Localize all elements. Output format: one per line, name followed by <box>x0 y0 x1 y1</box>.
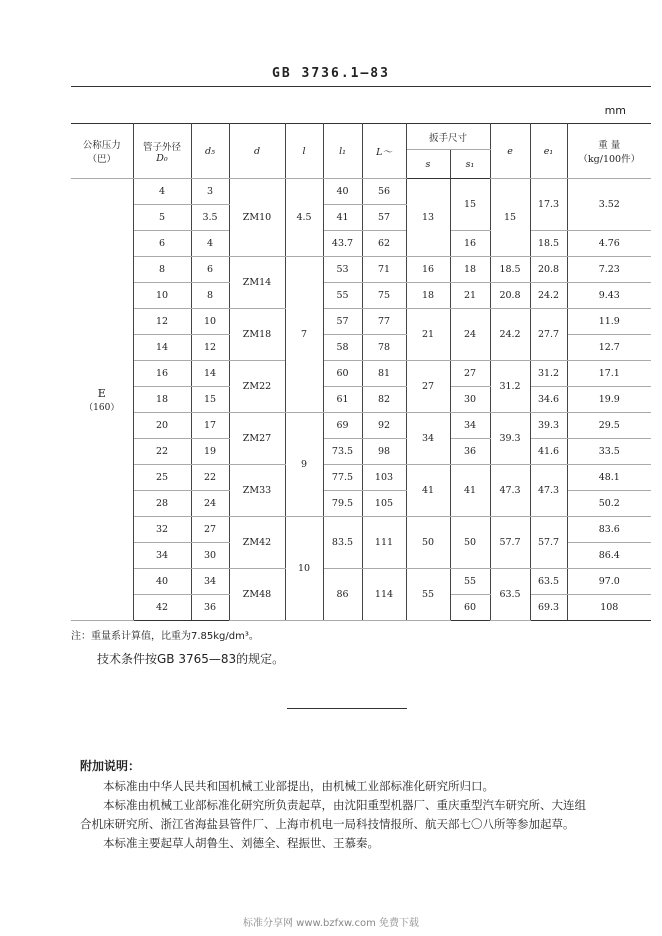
s-cell: 27 <box>406 361 450 413</box>
L-cell: 92 <box>362 413 406 439</box>
d5-cell: 3 <box>191 179 229 205</box>
e-cell: 31.2 <box>490 361 530 413</box>
s-cell: 41 <box>406 465 450 517</box>
s1-cell: 24 <box>450 309 490 361</box>
d5-cell: 22 <box>191 465 229 491</box>
l1-cell: 60 <box>323 361 362 387</box>
l1-cell: 57 <box>323 309 362 335</box>
section-separator <box>287 708 407 709</box>
weight-cell: 29.5 <box>567 413 651 439</box>
d0-cell: 40 <box>133 569 191 595</box>
L-cell: 75 <box>362 283 406 309</box>
e1-cell: 27.7 <box>530 309 567 361</box>
l1-cell: 55 <box>323 283 362 309</box>
L-cell: 71 <box>362 257 406 283</box>
weight-cell: 19.9 <box>567 387 651 413</box>
L-cell: 103 <box>362 465 406 491</box>
e1-cell: 39.3 <box>530 413 567 439</box>
s1-cell: 27 <box>450 361 490 387</box>
e-cell: 18.5 <box>490 257 530 283</box>
l1-cell: 83.5 <box>323 517 362 569</box>
s-cell: 13 <box>406 179 450 257</box>
d5-cell: 36 <box>191 595 229 621</box>
d5-cell: 34 <box>191 569 229 595</box>
d5-cell: 4 <box>191 231 229 257</box>
e-cell: 47.3 <box>490 465 530 517</box>
d0-cell: 22 <box>133 439 191 465</box>
header-L: L～ <box>362 124 406 179</box>
header-l: l <box>285 124 323 179</box>
d0-cell: 18 <box>133 387 191 413</box>
header-d5: d₅ <box>191 124 229 179</box>
d0-cell: 14 <box>133 335 191 361</box>
s-cell: 16 <box>406 257 450 283</box>
header-rule <box>71 86 651 87</box>
l1-cell: 77.5 <box>323 465 362 491</box>
d5-cell: 3.5 <box>191 205 229 231</box>
e1-cell: 47.3 <box>530 465 567 517</box>
header-wrench-size: 扳手尺寸 <box>406 124 490 150</box>
thread-d-cell: ZM48 <box>229 569 285 621</box>
l1-cell: 58 <box>323 335 362 361</box>
s-cell: 18 <box>406 283 450 309</box>
d5-cell: 6 <box>191 257 229 283</box>
e-cell: 24.2 <box>490 309 530 361</box>
d5-cell: 24 <box>191 491 229 517</box>
thread-d-cell: ZM22 <box>229 361 285 413</box>
d5-cell: 12 <box>191 335 229 361</box>
e1-cell: 24.2 <box>530 283 567 309</box>
s-cell: 55 <box>406 569 450 621</box>
e1-cell: 34.6 <box>530 387 567 413</box>
pressure-cell <box>71 179 133 621</box>
header-d: d <box>229 124 285 179</box>
l1-cell: 40 <box>323 179 362 205</box>
e1-cell: 17.3 <box>530 179 567 231</box>
L-cell: 105 <box>362 491 406 517</box>
additional-paragraph: 本标准由机械工业部标准化研究所负责起草，由沈阳重型机器厂、重庆重型汽车研究所、大连组 <box>103 798 586 812</box>
header-pipe-line1: 管子外径 <box>142 141 181 153</box>
e-cell: 15 <box>490 179 530 257</box>
l-cell: 9 <box>285 413 323 517</box>
weight-cell: 86.4 <box>567 543 651 569</box>
header-weight-line2: （kg/100件） <box>578 154 641 165</box>
l1-cell: 61 <box>323 387 362 413</box>
s1-cell: 60 <box>450 595 490 621</box>
d0-cell: 34 <box>133 543 191 569</box>
s1-cell: 55 <box>450 569 490 595</box>
L-cell: 114 <box>362 569 406 621</box>
s1-cell: 21 <box>450 283 490 309</box>
thread-d-cell: ZM10 <box>229 179 285 257</box>
e-cell: 57.7 <box>490 517 530 569</box>
L-cell: 77 <box>362 309 406 335</box>
additional-paragraph: 合机床研究所、浙江省海盐县管件厂、上海市机电一局科技情报所、航天部七〇八所等参加起草。 <box>80 817 575 831</box>
header-e: e <box>490 124 530 179</box>
d0-cell: 42 <box>133 595 191 621</box>
L-cell: 98 <box>362 439 406 465</box>
e-cell: 39.3 <box>490 413 530 465</box>
L-cell: 111 <box>362 517 406 569</box>
d0-cell: 32 <box>133 517 191 543</box>
d5-cell: 10 <box>191 309 229 335</box>
e1-cell: 31.2 <box>530 361 567 387</box>
e1-cell: 41.6 <box>530 439 567 465</box>
s1-cell: 30 <box>450 387 490 413</box>
l1-cell: 79.5 <box>323 491 362 517</box>
weight-cell: 4.76 <box>567 231 651 257</box>
d5-cell: 14 <box>191 361 229 387</box>
standard-number-header: GB 3736.1—83 <box>272 66 390 81</box>
header-l1: l₁ <box>323 124 362 179</box>
e-cell: 20.8 <box>490 283 530 309</box>
e1-cell: 57.7 <box>530 517 567 569</box>
d5-cell: 27 <box>191 517 229 543</box>
s1-cell: 16 <box>450 231 490 257</box>
weight-cell: 7.23 <box>567 257 651 283</box>
header-pressure <box>71 124 133 179</box>
additional-notes-title: 附加说明： <box>80 759 141 773</box>
d0-cell: 10 <box>133 283 191 309</box>
s1-cell: 18 <box>450 257 490 283</box>
L-cell: 82 <box>362 387 406 413</box>
d5-cell: 17 <box>191 413 229 439</box>
thread-d-cell: ZM18 <box>229 309 285 361</box>
s1-cell: 34 <box>450 413 490 439</box>
s1-cell: 36 <box>450 439 490 465</box>
s-cell: 34 <box>406 413 450 465</box>
d0-cell: 8 <box>133 257 191 283</box>
d0-cell: 5 <box>133 205 191 231</box>
weight-cell: 50.2 <box>567 491 651 517</box>
header-pipe-diameter <box>133 124 191 179</box>
s1-cell: 50 <box>450 517 490 569</box>
additional-paragraph: 本标准主要起草人胡鲁生、刘德全、程振世、王慕秦。 <box>103 836 379 850</box>
L-cell: 56 <box>362 179 406 205</box>
watermark-footer: 标准分享网 www.bzfxw.com 免费下载 <box>243 918 419 929</box>
weight-cell: 48.1 <box>567 465 651 491</box>
e1-cell: 69.3 <box>530 595 567 621</box>
additional-notes-body <box>80 777 620 853</box>
header-pressure-line2: （巴） <box>87 154 116 165</box>
d5-cell: 19 <box>191 439 229 465</box>
weight-cell: 11.9 <box>567 309 651 335</box>
e-cell: 63.5 <box>490 569 530 621</box>
s1-cell: 15 <box>450 179 490 231</box>
thread-d-cell: ZM42 <box>229 517 285 569</box>
d0-cell: 6 <box>133 231 191 257</box>
s1-cell: 41 <box>450 465 490 517</box>
table-note: 注：重量系计算值，比重为7.85kg/dm³。 <box>71 631 259 642</box>
weight-cell: 108 <box>567 595 651 621</box>
technical-condition: 技术条件按GB 3765—83的规定。 <box>97 652 285 666</box>
L-cell: 78 <box>362 335 406 361</box>
e1-cell: 20.8 <box>530 257 567 283</box>
d0-cell: 12 <box>133 309 191 335</box>
header-s1: s₁ <box>450 150 490 179</box>
d0-cell: 20 <box>133 413 191 439</box>
thread-d-cell: ZM27 <box>229 413 285 465</box>
l1-cell: 43.7 <box>323 231 362 257</box>
dimension-table <box>71 123 651 621</box>
d0-cell: 16 <box>133 361 191 387</box>
header-s: s <box>406 150 450 179</box>
weight-cell: 33.5 <box>567 439 651 465</box>
weight-cell: 17.1 <box>567 361 651 387</box>
l1-cell: 69 <box>323 413 362 439</box>
weight-cell: 9.43 <box>567 283 651 309</box>
s-cell: 21 <box>406 309 450 361</box>
header-weight-line1: 重 量 <box>598 140 621 151</box>
additional-paragraph: 本标准由中华人民共和国机械工业部提出，由机械工业部标准化研究所归口。 <box>103 779 494 793</box>
l-cell: 10 <box>285 517 323 621</box>
weight-cell: 97.0 <box>567 569 651 595</box>
header-e1: e₁ <box>530 124 567 179</box>
pressure-value: （160） <box>84 402 120 413</box>
weight-cell: 3.52 <box>567 179 651 231</box>
e1-cell: 63.5 <box>530 569 567 595</box>
weight-cell: 12.7 <box>567 335 651 361</box>
d5-cell: 8 <box>191 283 229 309</box>
d0-cell: 28 <box>133 491 191 517</box>
header-weight <box>567 124 651 179</box>
l-cell: 7 <box>285 257 323 413</box>
l1-cell: 73.5 <box>323 439 362 465</box>
L-cell: 62 <box>362 231 406 257</box>
unit-label: mm <box>604 104 626 117</box>
L-cell: 57 <box>362 205 406 231</box>
l1-cell: 41 <box>323 205 362 231</box>
thread-d-cell: ZM14 <box>229 257 285 309</box>
header-pressure-line1: 公称压力 <box>82 140 121 151</box>
dimension-table-wrapper <box>71 123 651 621</box>
l1-cell: 53 <box>323 257 362 283</box>
d5-cell: 30 <box>191 543 229 569</box>
s-cell: 50 <box>406 517 450 569</box>
l1-cell: 86 <box>323 569 362 621</box>
L-cell: 81 <box>362 361 406 387</box>
pressure-class: E <box>97 386 106 400</box>
l-cell: 4.5 <box>285 179 323 257</box>
d5-cell: 15 <box>191 387 229 413</box>
d0-cell: 25 <box>133 465 191 491</box>
e1-cell: 18.5 <box>530 231 567 257</box>
weight-cell: 83.6 <box>567 517 651 543</box>
header-pipe-line2: D₀ <box>156 152 168 164</box>
d0-cell: 4 <box>133 179 191 205</box>
thread-d-cell: ZM33 <box>229 465 285 517</box>
